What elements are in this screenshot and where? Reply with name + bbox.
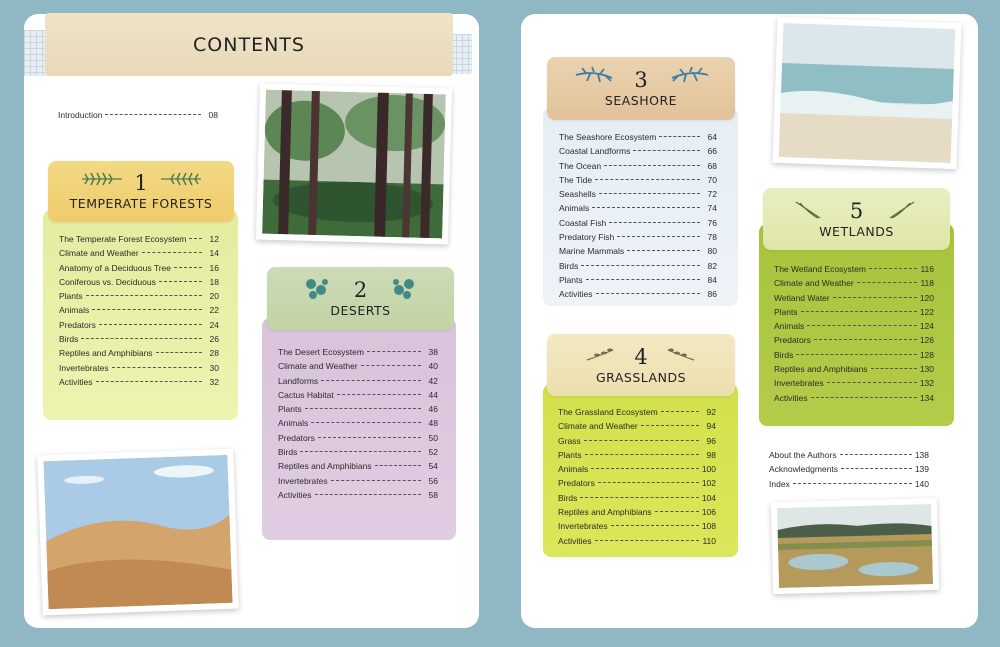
reed-sprig-icon (886, 200, 918, 220)
chapter-4-header (547, 334, 735, 396)
entry-page: 32 (209, 376, 219, 387)
dot-leader (840, 454, 912, 455)
entry-label: The Temperate Forest Ecosystem (59, 234, 187, 244)
entry-page: 116 (920, 264, 934, 274)
dot-leader (807, 325, 917, 326)
fern-sprig-icon (159, 170, 203, 188)
toc-entry[interactable] (559, 144, 717, 158)
dot-leader (591, 468, 699, 469)
toc-entry[interactable] (59, 246, 219, 260)
entry-label: Climate and Weather (774, 278, 854, 289)
forest-photo (256, 84, 452, 245)
seaweed-sprig-icon (668, 66, 712, 84)
toc-entry[interactable] (278, 431, 438, 445)
entry-label: Landforms (278, 375, 319, 386)
entry-page: 140 (914, 478, 929, 489)
back-matter-list (769, 448, 929, 491)
chapter-1-entries (59, 232, 219, 389)
dot-leader (661, 411, 699, 412)
entry-page: 102 (701, 478, 716, 489)
entry-page: 72 (707, 189, 717, 200)
toc-entry[interactable] (769, 448, 929, 462)
dot-leader (841, 468, 912, 469)
dot-leader (796, 354, 916, 355)
toc-entry[interactable] (59, 375, 219, 389)
chapter-2-header (267, 267, 454, 330)
entry-label: Climate and Weather (278, 361, 358, 372)
entry-label: Reptiles and Amphibians (59, 348, 153, 359)
entry-label: Reptiles and Amphibians (558, 507, 652, 518)
entry-page: 52 (428, 447, 438, 458)
wheat-sprig-icon (666, 346, 696, 362)
entry-page: 104 (701, 492, 716, 503)
entry-page: 86 (707, 289, 717, 300)
dot-leader (375, 465, 421, 466)
entry-label: Plants (59, 291, 83, 302)
dot-leader (315, 494, 421, 495)
entry-label: Coniferous vs. Deciduous (59, 276, 156, 287)
entry-page: 56 (428, 475, 438, 486)
chapter-number: 2 (353, 278, 368, 302)
entry-label: Grass (558, 435, 581, 446)
entry-label: Plants (278, 404, 302, 415)
entry-label: Predatory Fish (559, 232, 615, 243)
toc-entry[interactable] (559, 173, 717, 187)
toc-entry[interactable] (59, 232, 219, 246)
chapter-title: SEASHORE (604, 93, 678, 108)
entry-label: Climate and Weather (558, 421, 638, 432)
entry-page: 118 (920, 278, 934, 289)
dot-leader (321, 380, 421, 381)
entry-label: Anatomy of a Deciduous Tree (59, 262, 171, 273)
fern-sprig-icon (80, 170, 124, 188)
dot-leader (584, 440, 699, 441)
dot-leader (611, 525, 699, 526)
dot-leader (659, 136, 700, 137)
toc-entry[interactable] (558, 534, 716, 548)
dot-leader (105, 114, 201, 115)
entry-page: 08 (208, 110, 218, 120)
dot-leader (641, 425, 699, 426)
toc-entry[interactable] (774, 305, 934, 319)
toc-entry[interactable] (559, 187, 717, 201)
entry-page: 120 (919, 292, 934, 303)
dot-leader (189, 238, 202, 239)
entry-page: 138 (914, 450, 929, 460)
chapter-number: 3 (634, 68, 648, 92)
intro-entry[interactable] (58, 108, 218, 122)
dot-leader (311, 422, 421, 423)
entry-page: 84 (707, 274, 717, 285)
entry-label: Climate and Weather (59, 248, 139, 259)
dot-leader (112, 367, 202, 368)
dot-leader (142, 252, 202, 253)
toc-entry[interactable] (59, 361, 219, 375)
entry-page: 100 (701, 464, 716, 475)
toc-entry[interactable] (774, 291, 934, 305)
entry-label: Animals (774, 321, 805, 332)
dot-leader (801, 311, 917, 312)
contents-title: CONTENTS (193, 33, 305, 56)
entry-label: Invertebrates (774, 378, 824, 389)
toc-entry[interactable] (278, 459, 438, 473)
entry-label: Predators (278, 432, 315, 443)
entry-page: 134 (919, 392, 934, 403)
entry-page: 38 (428, 347, 438, 357)
dot-leader (633, 150, 700, 151)
entry-label: Invertebrates (558, 521, 608, 532)
entry-page: 82 (707, 260, 717, 271)
dot-leader (361, 365, 421, 366)
dot-leader (331, 480, 421, 481)
toc-entry[interactable] (774, 276, 934, 290)
toc-entry[interactable] (59, 346, 219, 360)
seashore-photo (773, 17, 962, 169)
dot-leader (96, 381, 202, 382)
dot-leader (305, 408, 421, 409)
entry-page: 80 (707, 246, 717, 257)
entry-page: 18 (209, 276, 219, 287)
entry-page: 20 (209, 291, 219, 302)
toc-entry[interactable] (278, 388, 438, 402)
entry-page: 70 (707, 174, 717, 185)
toc-entry[interactable] (559, 230, 717, 244)
dot-leader (581, 265, 700, 266)
dot-leader (595, 179, 700, 180)
wetland-photo (771, 498, 939, 594)
toc-entry[interactable] (559, 273, 717, 287)
entry-label: The Ocean (559, 160, 602, 171)
toc-entry[interactable] (558, 491, 716, 505)
toc-entry[interactable] (59, 318, 219, 332)
entry-page: 12 (209, 234, 219, 244)
entry-label: Coastal Landforms (559, 146, 631, 157)
entry-page: 98 (706, 449, 716, 460)
chapter-title: WETLANDS (819, 223, 894, 239)
toc-entry[interactable] (559, 259, 717, 273)
dot-leader (586, 279, 700, 280)
entry-label: Activities (774, 392, 808, 403)
dot-leader (300, 451, 421, 452)
entry-label: Animals (559, 203, 590, 214)
toc-entry[interactable] (558, 505, 716, 519)
toc-entry[interactable] (559, 216, 717, 230)
chapter-4-entries (558, 405, 716, 548)
entry-page: 132 (919, 378, 934, 389)
chapter-number: 1 (134, 171, 148, 195)
contents-banner (45, 13, 453, 76)
chapter-title: TEMPERATE FORESTS (69, 196, 213, 211)
entry-page: 94 (706, 421, 716, 432)
dot-leader (595, 540, 699, 541)
desert-photo (37, 449, 238, 616)
toc-entry[interactable] (774, 348, 934, 362)
entry-page: 14 (209, 248, 219, 259)
entry-page: 139 (914, 464, 929, 475)
entry-page: 128 (919, 349, 934, 360)
toc-entry[interactable] (769, 462, 929, 476)
toc-entry[interactable] (559, 287, 717, 301)
toc-entry[interactable] (558, 476, 716, 490)
entry-label: Activities (559, 289, 593, 300)
entry-page: 96 (706, 435, 716, 446)
toc-entry[interactable] (278, 345, 438, 359)
toc-entry[interactable] (774, 376, 934, 390)
entry-label: Plants (558, 449, 582, 460)
entry-label: Activities (59, 376, 93, 387)
dot-leader (174, 267, 202, 268)
dot-leader (318, 437, 421, 438)
dot-leader (814, 339, 917, 340)
chapter-1-header (48, 161, 234, 222)
toc-entry[interactable] (278, 402, 438, 416)
dot-leader (604, 165, 700, 166)
dot-leader (869, 268, 917, 269)
toc-entry[interactable] (559, 201, 717, 215)
entry-page: 126 (919, 335, 934, 346)
dot-leader (827, 382, 917, 383)
entry-page: 16 (209, 262, 219, 273)
entry-label: Activities (558, 535, 592, 546)
entry-page: 30 (209, 362, 219, 373)
toc-entry[interactable] (774, 319, 934, 333)
entry-label: Acknowledgments (769, 464, 838, 475)
entry-label: Invertebrates (59, 362, 109, 373)
toc-entry[interactable] (559, 130, 717, 144)
entry-label: Wetland Water (774, 292, 830, 303)
wheat-sprig-icon (585, 346, 615, 362)
cactus-sprig-icon (301, 276, 335, 302)
toc-entry[interactable] (278, 445, 438, 459)
entry-label: Invertebrates (278, 475, 328, 486)
dot-leader (367, 351, 421, 352)
entry-page: 68 (707, 160, 717, 171)
entry-page: 122 (919, 306, 934, 317)
dot-leader (92, 309, 202, 310)
dot-leader (793, 483, 912, 484)
toc-entry[interactable] (278, 416, 438, 430)
entry-label: Predators (558, 478, 595, 489)
entry-page: 22 (209, 305, 219, 316)
entry-label: Animals (59, 305, 90, 316)
toc-entry[interactable] (774, 391, 934, 405)
dot-leader (871, 368, 917, 369)
toc-entry[interactable] (559, 159, 717, 173)
toc-entry[interactable] (59, 261, 219, 275)
chapter-2-entries (278, 345, 438, 502)
entry-page: 76 (707, 217, 717, 228)
toc-entry[interactable] (558, 405, 716, 419)
entry-label: Predators (774, 335, 811, 346)
entry-page: 74 (707, 203, 717, 214)
dot-leader (580, 497, 698, 498)
entry-page: 24 (209, 319, 219, 330)
dot-leader (833, 297, 917, 298)
entry-page: 28 (209, 348, 219, 359)
chapter-title: GRASSLANDS (596, 369, 686, 385)
entry-page: 110 (702, 535, 716, 546)
dot-leader (337, 394, 421, 395)
toc-entry[interactable] (558, 419, 716, 433)
entry-label: Reptiles and Amphibians (774, 364, 868, 375)
chapter-5-entries (774, 262, 934, 405)
entry-page: 64 (707, 132, 717, 142)
entry-label: The Seashore Ecosystem (559, 132, 657, 142)
toc-entry[interactable] (278, 474, 438, 488)
chapter-number: 5 (849, 198, 864, 223)
entry-label: Marine Mammals (559, 246, 625, 257)
dot-leader (609, 222, 700, 223)
entry-label: The Desert Ecosystem (278, 347, 364, 357)
entry-label: Index (769, 478, 790, 489)
entry-page: 92 (706, 407, 716, 417)
entry-label: The Tide (559, 174, 593, 185)
toc-entry[interactable] (59, 289, 219, 303)
toc-entry[interactable] (558, 448, 716, 462)
entry-page: 124 (919, 321, 934, 332)
dot-leader (596, 293, 700, 294)
toc-entry[interactable] (559, 244, 717, 258)
toc-entry[interactable] (59, 332, 219, 346)
toc-entry[interactable] (774, 362, 934, 376)
dot-leader (99, 324, 202, 325)
entry-page: 108 (701, 521, 716, 532)
entry-label: The Wetland Ecosystem (774, 264, 866, 274)
dot-leader (655, 511, 699, 512)
entry-label: Birds (558, 492, 578, 503)
entry-page: 42 (428, 375, 438, 386)
toc-entry[interactable] (278, 488, 438, 502)
dot-leader (617, 236, 700, 237)
dot-leader (599, 193, 700, 194)
entry-label: Birds (59, 334, 79, 345)
chapter-title: DESERTS (330, 303, 391, 318)
entry-label: Birds (278, 447, 298, 458)
toc-entry[interactable] (59, 275, 219, 289)
dot-leader (811, 397, 917, 398)
chapter-number: 4 (634, 344, 648, 369)
chapter-3-entries (559, 130, 717, 302)
seaweed-sprig-icon (572, 66, 616, 84)
entry-page: 46 (428, 404, 438, 415)
toc-entry[interactable] (558, 434, 716, 448)
reed-sprig-icon (792, 200, 824, 220)
cactus-sprig-icon (387, 276, 421, 302)
entry-page: 58 (428, 489, 438, 500)
dot-leader (598, 482, 699, 483)
entry-page: 48 (428, 418, 438, 429)
entry-page: 106 (701, 507, 716, 518)
entry-label: Cactus Habitat (278, 389, 334, 400)
entry-label: About the Authors (769, 450, 837, 460)
dot-leader (81, 338, 202, 339)
dot-leader (585, 454, 699, 455)
entry-page: 50 (428, 432, 438, 443)
entry-page: 40 (428, 361, 438, 372)
entry-label: Seashells (559, 189, 596, 200)
toc-entry[interactable] (769, 477, 929, 491)
toc-entry[interactable] (558, 519, 716, 533)
entry-label: Birds (774, 349, 794, 360)
entry-label: Animals (558, 464, 589, 475)
dot-leader (159, 281, 202, 282)
entry-label: Reptiles and Amphibians (278, 461, 372, 472)
entry-page: 130 (919, 364, 934, 375)
entry-label: Animals (278, 418, 309, 429)
entry-label: Plants (774, 306, 798, 317)
entry-page: 44 (428, 389, 438, 400)
dot-leader (156, 352, 202, 353)
toc-entry[interactable] (558, 462, 716, 476)
entry-page: 66 (707, 146, 717, 157)
entry-label: Predators (59, 319, 96, 330)
toc-entry[interactable] (278, 374, 438, 388)
toc-entry[interactable] (59, 303, 219, 317)
dot-leader (627, 250, 700, 251)
entry-page: 78 (707, 232, 717, 243)
dot-leader (857, 282, 917, 283)
toc-entry[interactable] (278, 359, 438, 373)
entry-label: Introduction (58, 110, 103, 120)
entry-label: Coastal Fish (559, 217, 607, 228)
entry-label: Activities (278, 489, 312, 500)
entry-label: The Grassland Ecosystem (558, 407, 658, 417)
dot-leader (86, 295, 202, 296)
entry-label: Plants (559, 274, 583, 285)
dot-leader (592, 207, 700, 208)
entry-page: 54 (428, 461, 438, 472)
entry-label: Birds (559, 260, 579, 271)
toc-entry[interactable] (774, 262, 934, 276)
entry-page: 26 (209, 334, 219, 345)
toc-entry[interactable] (774, 333, 934, 347)
